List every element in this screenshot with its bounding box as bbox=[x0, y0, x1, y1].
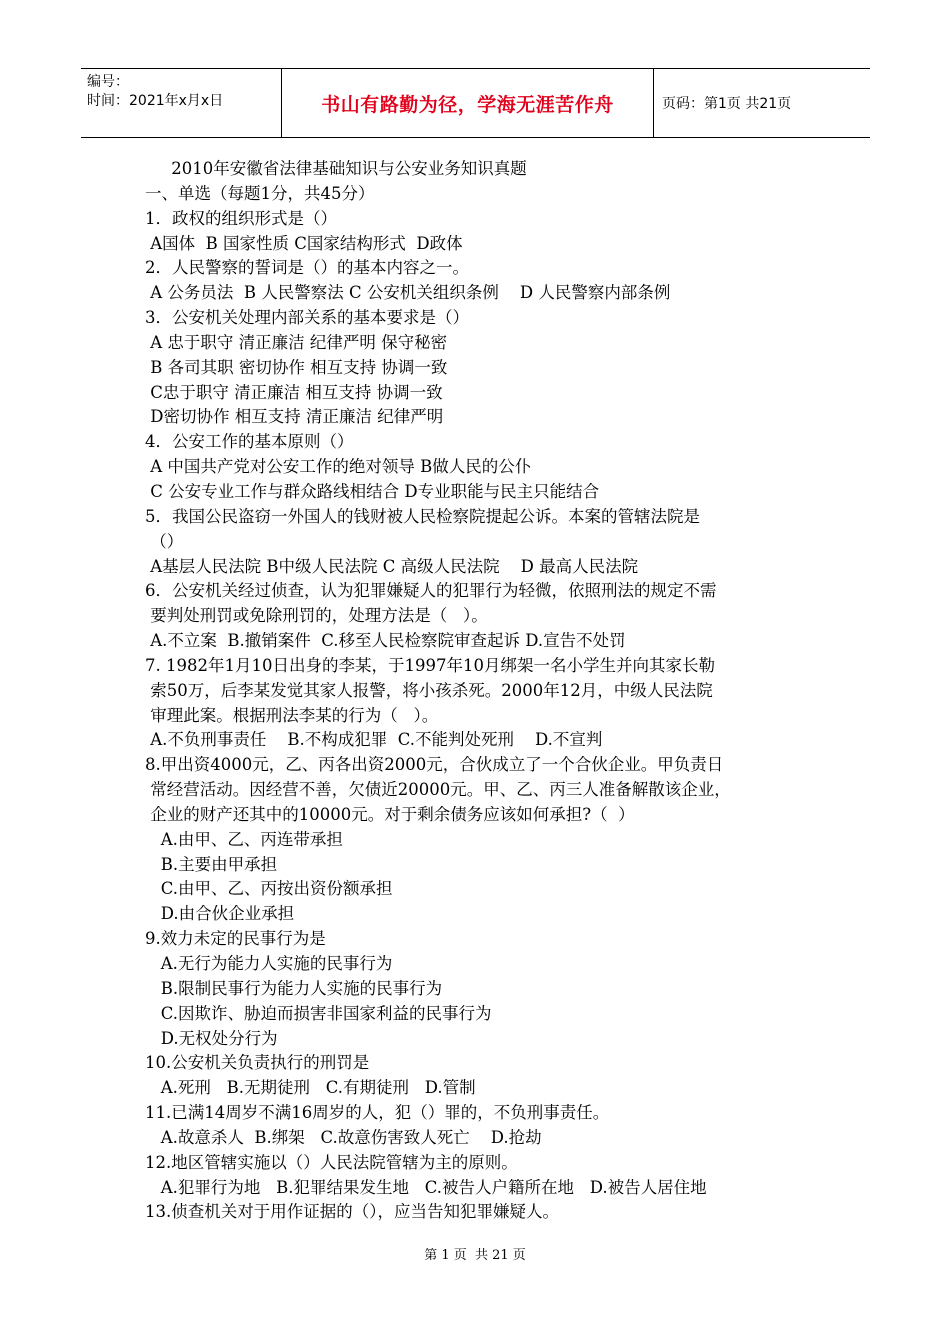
text-line: D.由合伙企业承担 bbox=[145, 904, 295, 924]
header-number-label: 编号： bbox=[87, 74, 129, 90]
text-line: A.犯罪行为地 B.犯罪结果发生地 C.被告人户籍所在地 D.被告人居住地 bbox=[145, 1177, 707, 1197]
text-line: B.主要由甲承担 bbox=[145, 854, 278, 874]
text-line: A.无行为能力人实施的民事行为 bbox=[145, 954, 393, 973]
text-line: A.由甲、乙、丙连带承担 bbox=[145, 829, 343, 849]
text-line: 2．人民警察的誓词是（）的基本内容之一。 bbox=[145, 258, 469, 278]
text-line: C忠于职守 清正廉洁 相互支持 协调一致 bbox=[145, 382, 443, 402]
text-line: 6．公安机关经过侦查，认为犯罪嫌疑人的犯罪行为轻微，依照刑法的规定不需 bbox=[145, 581, 717, 601]
text-line: D.无权处分行为 bbox=[145, 1028, 278, 1048]
document-body bbox=[145, 157, 835, 1225]
text-line: 7. 1982年1月10日出身的李某，于1997年10月绑架一名小学生并向其家长勒 bbox=[145, 655, 715, 675]
text-line: （） bbox=[145, 531, 184, 551]
text-line: C.因欺诈、胁迫而损害非国家利益的民事行为 bbox=[145, 1003, 492, 1023]
text-line: 4．公安工作的基本原则（） bbox=[145, 432, 354, 452]
text-line: A 公务员法 B 人民警察法 C 公安机关组织条例 D 人民警察内部条例 bbox=[145, 283, 671, 303]
text-line: 一、单选（每题1分，共45分） bbox=[145, 183, 375, 203]
text-line: A基层人民法院 B中级人民法院 C 高级人民法院 D 最高人民法院 bbox=[145, 556, 639, 576]
text-line: A.不立案 B.撤销案件 C.移至人民检察院审查起诉 D.宣告不处罚 bbox=[145, 631, 626, 651]
text-line: C 公安专业工作与群众路线相结合 D专业职能与民主只能结合 bbox=[145, 481, 600, 501]
text-line: A 中国共产党对公安工作的绝对领导 B做人民的公仆 bbox=[145, 457, 532, 477]
text-line: 11.已满14周岁不满16周岁的人，犯（）罪的，不负刑事责任。 bbox=[145, 1103, 610, 1123]
header-date-label: 时间：2021年x月x日 bbox=[87, 93, 224, 109]
text-line: A.故意杀人 B.绑架 C.故意伤害致人死亡 D.抢劫 bbox=[145, 1127, 542, 1147]
text-line: 审理此案。根据刑法李某的行为（ ）。 bbox=[145, 705, 439, 725]
header-slogan: 书山有路勤为径，学海无涯苦作舟 bbox=[282, 69, 654, 137]
text-line: C.由甲、乙、丙按出资份额承担 bbox=[145, 879, 393, 899]
page-header bbox=[81, 68, 870, 138]
text-line: 12.地区管辖实施以（）人民法院管辖为主的原则。 bbox=[145, 1152, 518, 1172]
page-footer: 第 1 页 共 21 页 bbox=[424, 1248, 526, 1263]
header-page-label: 页码：第1页 共21页 bbox=[662, 96, 792, 112]
text-line: B.限制民事行为能力人实施的民事行为 bbox=[145, 978, 443, 998]
text-line: 10.公安机关负责执行的刑罚是 bbox=[145, 1053, 370, 1073]
text-line: A.不负刑事责任 B.不构成犯罪 C.不能判处死刑 D.不宣判 bbox=[145, 730, 603, 750]
text-line: 13.侦查机关对于用作证据的（），应当告知犯罪嫌疑人。 bbox=[145, 1202, 559, 1222]
text-line: 企业的财产还其中的10000元。对于剩余债务应该如何承担?（ ） bbox=[145, 804, 635, 824]
header-meta bbox=[81, 69, 282, 137]
text-line: 1．政权的组织形式是（） bbox=[145, 208, 337, 228]
text-line: 8.甲出资4000元，乙、丙各出资2000元，合伙成立了一个合伙企业。甲负责日 bbox=[145, 755, 724, 775]
text-line: 要判处刑罚或免除刑罚的，处理方法是（ ）。 bbox=[145, 606, 488, 626]
text-line: 3．公安机关处理内部关系的基本要求是（） bbox=[145, 308, 469, 328]
text-line: D密切协作 相互支持 清正廉洁 纪律严明 bbox=[145, 407, 444, 427]
text-line: 9.效力未定的民事行为是 bbox=[145, 929, 326, 949]
text-line: A 忠于职守 清正廉洁 纪律严明 保守秘密 bbox=[145, 332, 448, 352]
text-line: A.死刑 B.无期徒刑 C.有期徒刑 D.管制 bbox=[145, 1078, 476, 1098]
text-line: 索50万，后李某发觉其家人报警，将小孩杀死。2000年12月，中级人民法院 bbox=[145, 680, 713, 700]
text-line: 常经营活动。因经营不善，欠债近20000元。甲、乙、丙三人准备解散该企业， bbox=[145, 780, 731, 800]
text-line: 5．我国公民盗窃一外国人的钱财被人民检察院提起公诉。本案的管辖法院是 bbox=[145, 506, 700, 526]
text-line: B 各司其职 密切协作 相互支持 协调一致 bbox=[145, 357, 448, 377]
text-line: 2010年安徽省法律基础知识与公安业务知识真题 bbox=[145, 159, 527, 178]
text-line: A国体 B 国家性质 C国家结构形式 D政体 bbox=[145, 233, 463, 253]
